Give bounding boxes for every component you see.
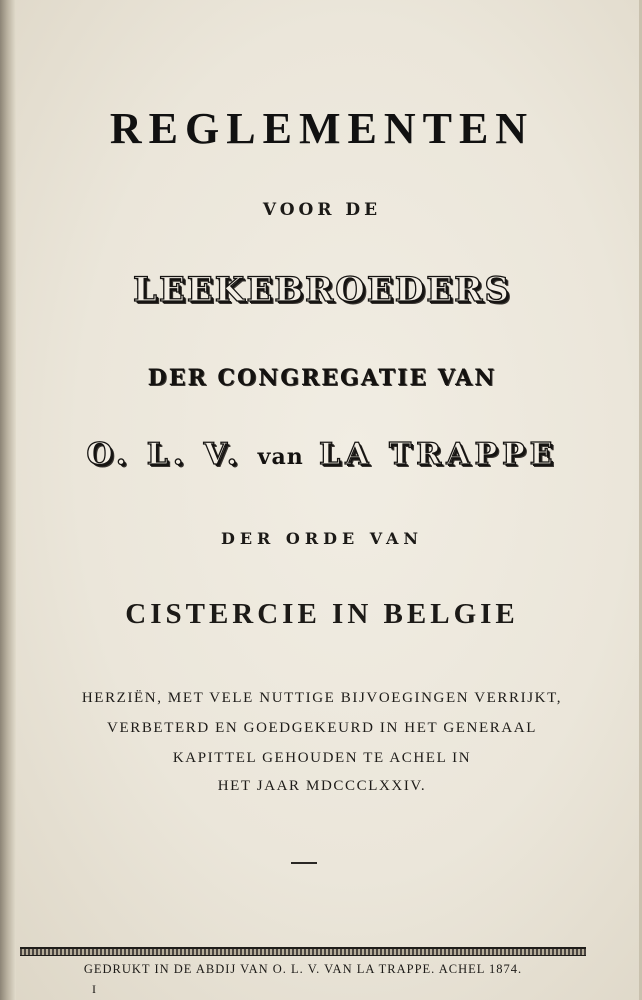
description-line: KAPITTEL GEHOUDEN TE ACHEL IN [172,750,472,766]
cistercie-heading: CISTERCIE IN BELGIE [125,598,519,630]
voor-de-line: VOOR DE [262,200,382,220]
book-spine-shadow [0,0,16,1000]
book-title: REGLEMENTEN [109,104,535,153]
footer-rule [20,947,586,956]
description-line: VERBETERD EN GOEDGEKEURD IN HET GENERAAL [107,720,537,736]
subject-heading: LEEKEBROEDERS [133,270,511,310]
description-line: HERZIËN, MET VELE NUTTIGE BIJVOEGINGEN VERRIJKT, [81,690,563,706]
orde-line: DER ORDE VAN [220,529,424,548]
description-line: HET JAAR MDCCCLXXIV. [217,778,427,794]
olv-prefix: O. L. V. [86,437,243,472]
signature-mark: I [92,982,96,996]
olv-van: van [257,444,304,470]
congregation-line: DER CONGREGATIE VAN [147,365,497,391]
ornament-dash [291,862,317,864]
imprint: GEDRUKT IN DE ABDIJ VAN O. L. V. VAN LA TRAPPE. ACHEL 1874. [83,962,523,976]
olv-line [22,437,622,472]
olv-suffix: LA TRAPPE [319,437,558,472]
